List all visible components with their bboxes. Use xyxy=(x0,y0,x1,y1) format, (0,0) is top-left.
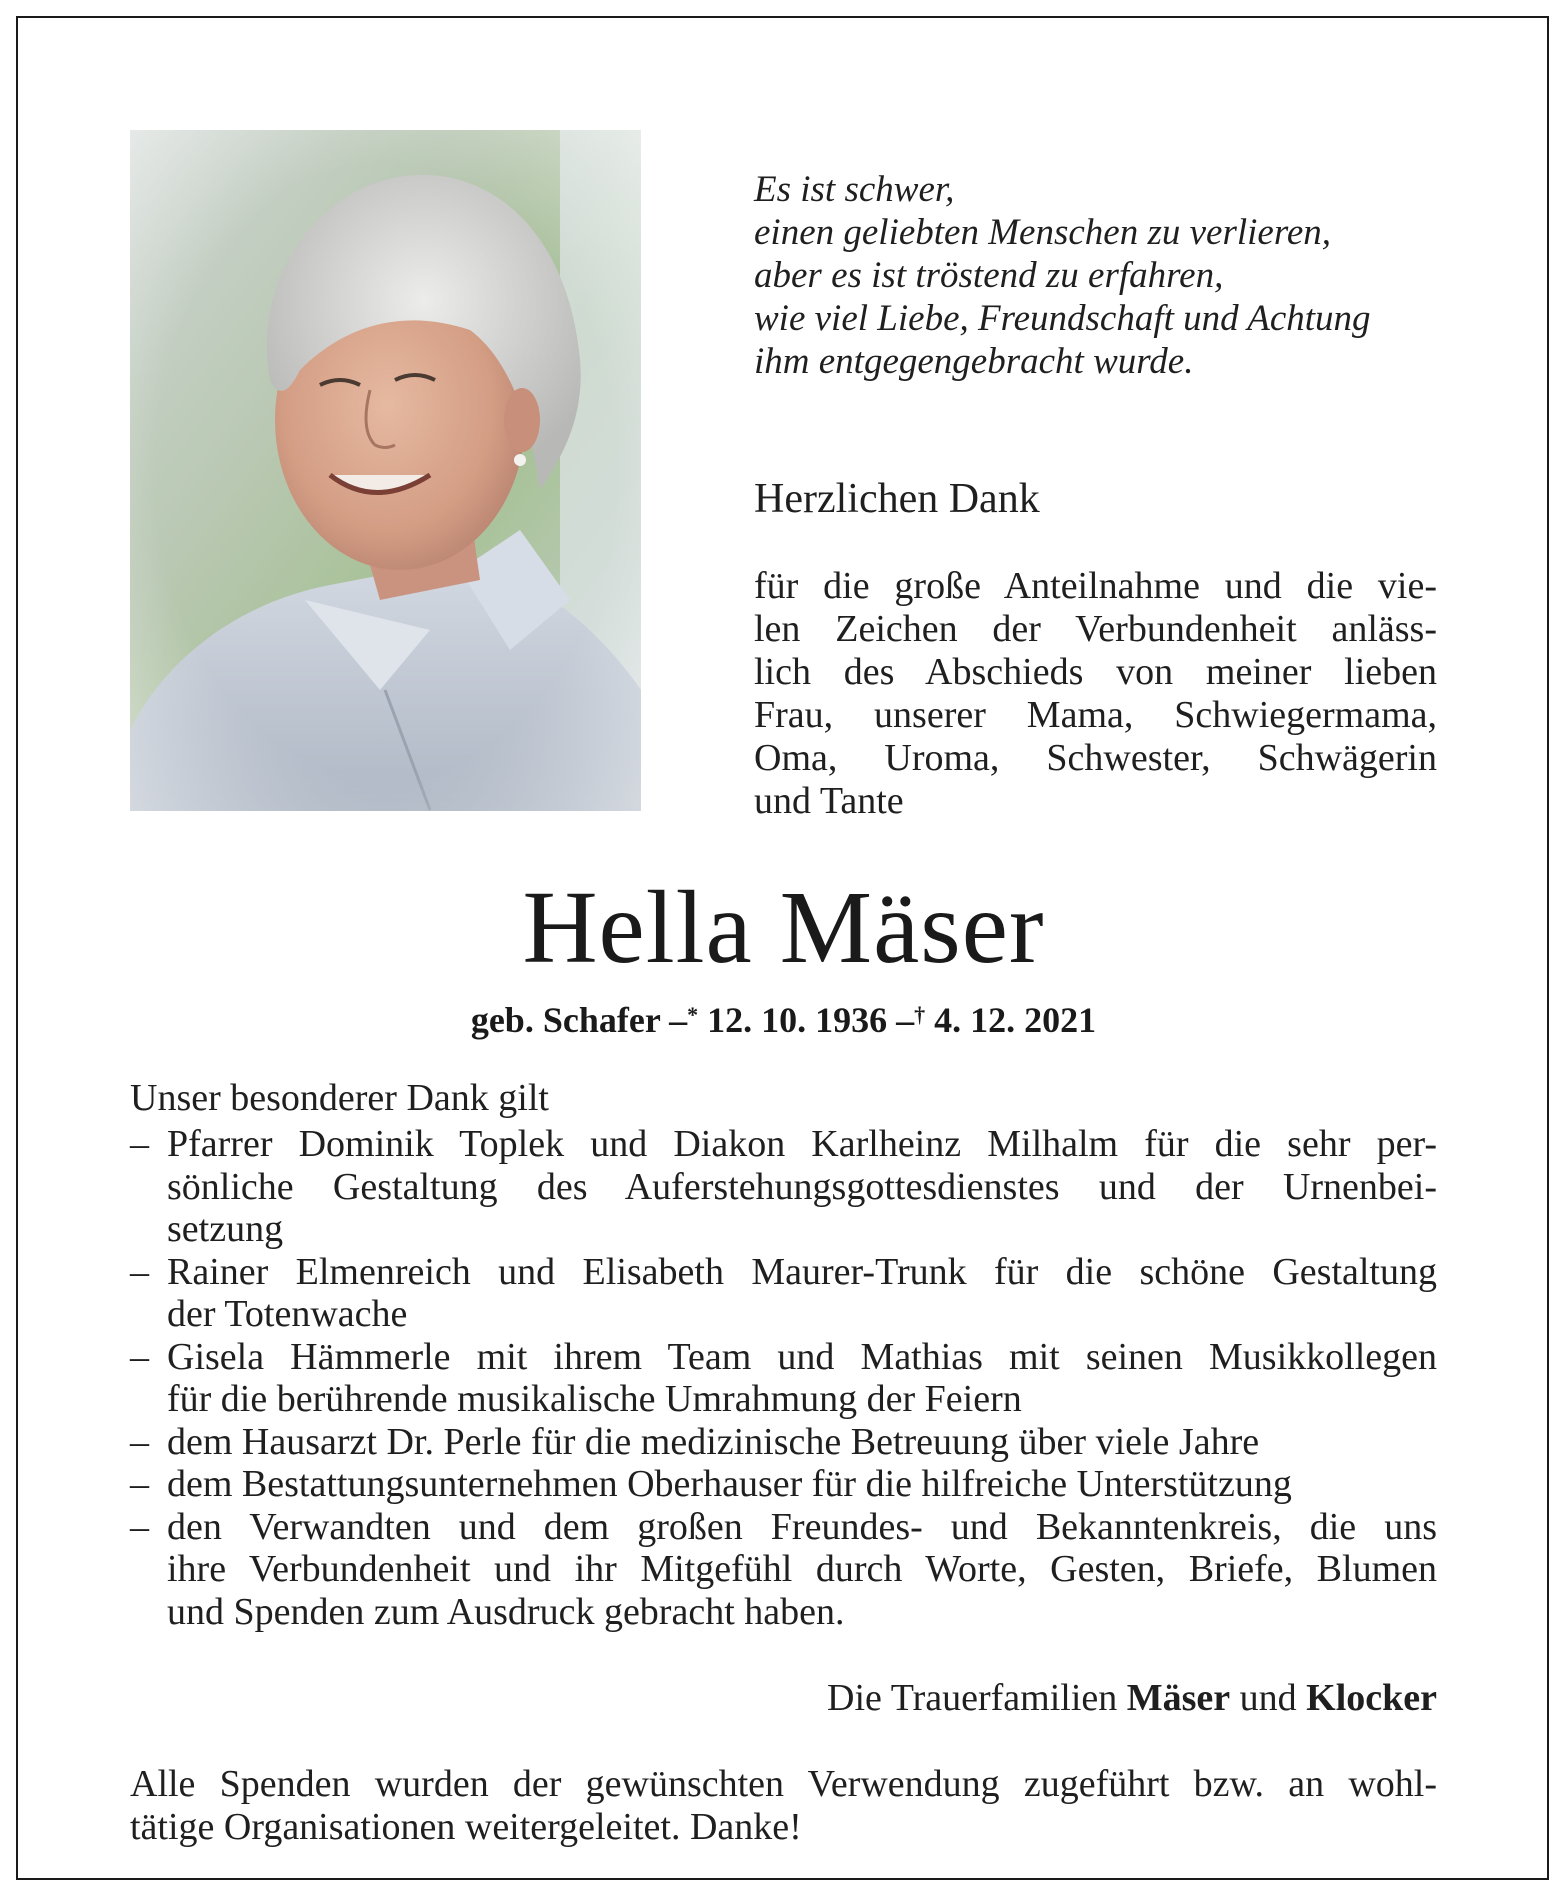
donations-note xyxy=(130,1763,1437,1849)
thanks-text xyxy=(754,565,1437,823)
donations-line: Alle Spenden wurden der gewünschten Verwendung zugeführt bzw. an wohl- xyxy=(130,1763,1437,1805)
dash: – xyxy=(130,1250,149,1293)
list-item-line: setzung xyxy=(167,1208,284,1250)
list-item-line: der Totenwache xyxy=(167,1293,408,1335)
list-item xyxy=(130,1336,1437,1421)
list-item-line: den Verwandten und dem großen Freundes- und Bekanntenkreis, die uns xyxy=(167,1505,1437,1548)
family-name: Mäser xyxy=(1126,1677,1231,1719)
dash: – xyxy=(130,1505,149,1548)
list-item-line: dem Hausarzt Dr. Perle für die medizinische Betreuung über viele Jahre xyxy=(167,1420,1260,1463)
list-item-line: Rainer Elmenreich und Elisabeth Maurer-Trunk für die schöne Gestaltung xyxy=(167,1250,1437,1293)
thanks-line: und Tante xyxy=(754,780,904,822)
signature-prefix: Die Trauerfamilien xyxy=(827,1677,1118,1719)
dash: – xyxy=(130,1463,149,1505)
donations-line: tätige Organisationen weitergeleitet. Danke! xyxy=(130,1806,802,1848)
birth-symbol: * xyxy=(687,1002,699,1027)
special-thanks-list xyxy=(130,1123,1437,1633)
list-item xyxy=(130,1421,1437,1464)
list-item xyxy=(130,1251,1437,1336)
thanks-heading: Herzlichen Dank xyxy=(754,476,1040,522)
list-item-line: sönliche Gestaltung des Auferstehungsgottesdienstes und der Urnenbei- xyxy=(167,1165,1437,1208)
list-item-line: dem Bestattungsunternehmen Oberhauser für die hilfreiche Unterstützung xyxy=(167,1463,1292,1505)
portrait-photo xyxy=(130,130,641,811)
thanks-line: len Zeichen der Verbundenheit anläss- xyxy=(754,608,1437,650)
list-item-line: für die berührende musikalische Umrahmung der Feiern xyxy=(167,1378,1022,1420)
list-item-line: und Spenden zum Ausdruck gebracht haben. xyxy=(167,1590,845,1633)
quote-line: ihm entgegengebracht wurde. xyxy=(754,341,1194,382)
thanks-line: Oma, Uroma, Schwester, Schwägerin xyxy=(754,737,1437,779)
separator: – xyxy=(896,1000,915,1040)
signature-connector: und xyxy=(1239,1677,1297,1719)
list-item xyxy=(130,1506,1437,1634)
death-symbol: † xyxy=(914,1002,926,1027)
list-item-line: Pfarrer Dominik Toplek und Diakon Karlheinz Milhalm für die sehr per- xyxy=(167,1123,1437,1165)
thanks-line: lich des Abschieds von meiner lieben xyxy=(754,651,1437,693)
dash: – xyxy=(130,1420,149,1463)
list-item xyxy=(130,1123,1437,1251)
dash: – xyxy=(130,1123,149,1165)
special-thanks-intro: Unser besonderer Dank gilt xyxy=(130,1077,549,1119)
dash: – xyxy=(130,1335,149,1378)
quote-line: wie viel Liebe, Freundschaft und Achtung xyxy=(754,298,1371,339)
quote-line: aber es ist tröstend zu erfahren, xyxy=(754,255,1224,296)
thanks-line: Frau, unserer Mama, Schwiegermama, xyxy=(754,694,1437,736)
list-item xyxy=(130,1463,1437,1506)
quote-line: einen geliebten Menschen zu verlieren, xyxy=(754,212,1332,253)
quote-line: Es ist schwer, xyxy=(754,169,955,210)
maiden-name: geb. Schafer xyxy=(470,1000,661,1040)
birth-date: 12. 10. 1936 xyxy=(707,1000,888,1040)
life-dates xyxy=(0,992,1567,1043)
signature xyxy=(740,1675,1437,1721)
list-item-line: Gisela Hämmerle mit ihrem Team und Mathias mit seinen Musikkollegen xyxy=(167,1335,1437,1378)
family-name: Klocker xyxy=(1306,1677,1437,1719)
quote xyxy=(754,168,1474,383)
deceased-name: Hella Mäser xyxy=(522,870,1045,985)
separator: – xyxy=(669,1000,688,1040)
list-item-line: ihre Verbundenheit und ihr Mitgefühl durch Worte, Gesten, Briefe, Blumen xyxy=(167,1548,1437,1590)
death-date: 4. 12. 2021 xyxy=(934,1000,1097,1040)
thanks-line: für die große Anteilnahme und die vie- xyxy=(754,565,1437,607)
